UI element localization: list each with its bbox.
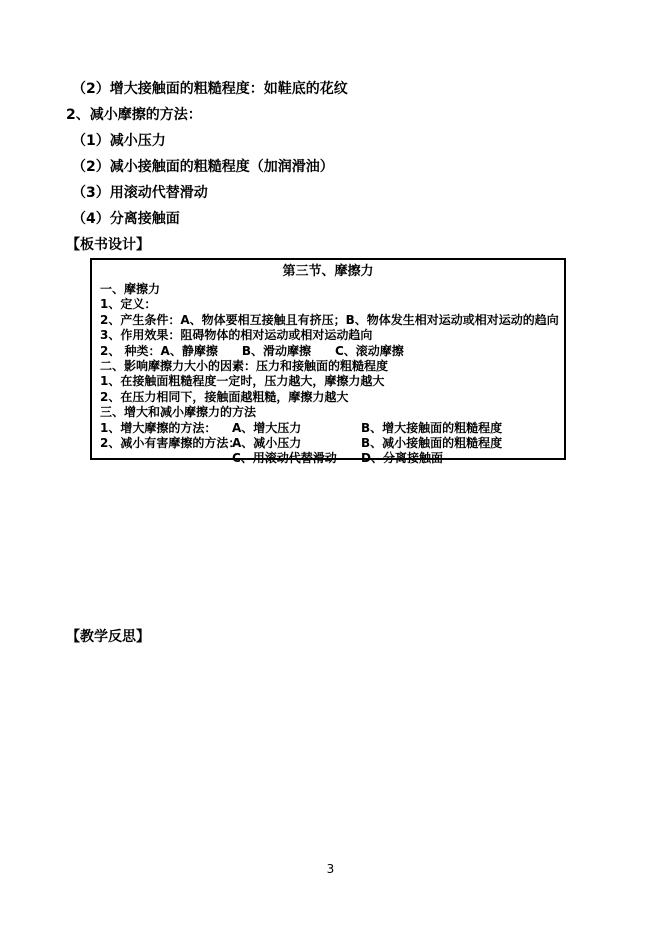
teaching-reflection-heading: 【教学反思】 [66,629,150,645]
method-option-a: A、减小压力 [232,436,302,451]
method-row-label: 1、增大摩擦的方法： [100,420,217,435]
board-line: 二、影响摩擦力大小的因素：压力和接触面的粗糙程度 [100,359,389,374]
board-line: 三、增大和减小摩擦力的方法 [100,405,257,420]
doc-line: 2、减小摩擦的方法： [66,107,202,123]
board-design-box [90,258,566,466]
board-line: 2、在压力相同下，接触面越粗糙，摩擦力越大 [100,389,349,404]
board-line: 3、作用效果：阻碍物体的相对运动或相对运动趋向 [100,328,373,343]
method-option-d: D、分离接触面 [361,451,443,466]
method-option-b: B、增大接触面的粗糙程度 [361,420,503,435]
doc-line: （2）增大接触面的粗糙程度：如鞋底的花纹 [72,81,348,97]
method-option-a: A、增大压力 [232,420,302,435]
page-number: 3 [326,862,335,876]
doc-line: （4）分离接触面 [72,211,180,227]
doc-line: （3）用滚动代替滑动 [72,185,208,201]
board-line: 2、产生条件：A、物体要相互接触且有挤压；B、物体发生相对运动或相对运动的趋向 [100,312,559,327]
doc-line: （1）减小压力 [72,133,166,149]
method-row [100,451,556,466]
method-row [100,436,556,451]
method-option-b: B、减小接触面的粗糙程度 [361,436,503,451]
board-line: 一、摩擦力 [100,282,161,296]
method-row-label [100,451,232,466]
lesson-notes-section [66,82,621,252]
method-row [100,421,556,436]
board-line: 1、定义： [100,297,157,312]
board-design-heading: 【板书设计】 [66,237,150,253]
board-title: 第三节、摩擦力 [282,264,374,279]
method-row-label: 2、减小有害摩擦的方法： [100,436,241,451]
doc-line: （2）减小接触面的粗糙程度（加润滑油） [72,159,334,175]
board-line: 1、在接触面粗糙程度一定时，压力越大，摩擦力越大 [100,374,385,389]
method-option-c: C、用滚动代替滑动 [232,451,337,466]
board-line: 2、 种类：A、静摩擦 B、滑动摩擦 C、滚动摩擦 [100,343,404,358]
